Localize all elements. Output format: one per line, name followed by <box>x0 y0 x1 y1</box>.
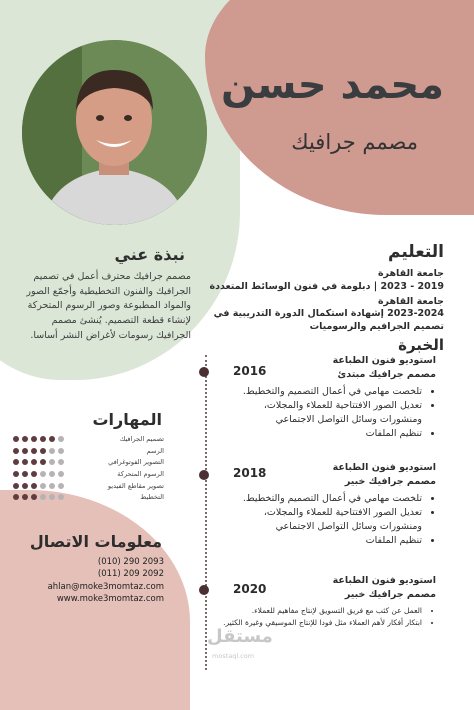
watermark-logo: مستقل <box>207 626 273 647</box>
skill-rating-dots <box>13 471 64 477</box>
timeline-dot <box>199 367 209 377</box>
rating-dot-filled <box>40 436 46 442</box>
person-portrait-icon <box>22 40 207 225</box>
timeline-year: 2018 <box>233 466 267 480</box>
skill-label: التصوير الفوتوغرافي <box>108 458 164 467</box>
rating-dot-filled <box>22 448 28 454</box>
experience-role: مصمم جرافيك خبير <box>344 476 436 488</box>
candidate-name: محمد حسن <box>221 62 444 108</box>
skill-label: تصميم الجرافيك <box>119 434 164 443</box>
skills-list <box>13 433 164 503</box>
rating-dot-empty <box>49 471 55 477</box>
education-detail: 2019 - 2023 | دبلومة في فنون الوسائط المتعددة <box>209 280 444 292</box>
experience-duties <box>221 605 436 629</box>
education-heading: التعليم <box>388 242 444 262</box>
education-org: جامعة القاهرة <box>377 295 444 307</box>
list-item: • تعديل الصور الافتتاحية للعملاء والمجلات، ومنشورات وسائل التواصل الاجتماعي <box>221 399 422 428</box>
rating-dot-empty <box>58 483 64 489</box>
list-item: • تلخصت مهامي في أعمال التصميم والتخطيط. <box>221 492 422 506</box>
rating-dot-empty <box>58 436 64 442</box>
skill-row <box>13 491 164 503</box>
experience-role: مصمم جرافيك مبتدئ <box>337 369 436 381</box>
timeline-line <box>205 355 207 670</box>
rating-dot-empty <box>40 471 46 477</box>
skill-row <box>13 456 164 468</box>
rating-dot-filled <box>22 471 28 477</box>
rating-dot-empty <box>40 494 46 500</box>
contact-heading: معلومات الاتصال <box>29 532 162 551</box>
education-detail: 2023-2024 إشهادة استكمال الدورة التدريبية في تصميم الجرافيم والرسوميات <box>213 308 444 333</box>
skill-row <box>13 468 164 480</box>
rating-dot-filled <box>13 494 19 500</box>
list-item: • تنظيم الملفات <box>221 534 422 548</box>
rating-dot-empty <box>49 448 55 454</box>
rating-dot-empty <box>58 459 64 465</box>
rating-dot-filled <box>31 448 37 454</box>
rating-dot-empty <box>40 483 46 489</box>
phone-1: (010) 290 2093 <box>97 557 164 567</box>
skill-rating-dots <box>13 459 64 465</box>
profile-photo <box>22 40 207 225</box>
experience-company: استوديو فنون الطباعة <box>332 575 436 586</box>
skill-label: التخطيط <box>140 493 164 502</box>
list-item: • ابتكار أفكار لأهم العملاء مثل فودا للإنتاج الموسيقي وغيرة الكثير. <box>221 617 422 629</box>
skill-rating-dots <box>13 483 64 489</box>
rating-dot-filled <box>22 459 28 465</box>
rating-dot-empty <box>58 471 64 477</box>
education-entry <box>209 296 444 334</box>
about-text: مصمم جرافيك محترف أعمل في تصميم الجرافيك والفنون التخطيطية وأجمّع الصور والمواد المطبوعة وصور الرسوم المتحركة لإنشاء قطعة التصميم. يُنشئ مصمم الجرافيك رسومات لأغراض النشر أساسا. <box>26 271 191 341</box>
skill-rating-dots <box>13 494 64 500</box>
list-item: • تعديل الصور الافتتاحية للعملاء والمجلات، ومنشورات وسائل التواصل الاجتماعي <box>221 506 422 535</box>
rating-dot-filled <box>13 436 19 442</box>
skill-label: الرسوم المتحركة <box>117 469 164 478</box>
education-org: جامعة القاهرة <box>377 268 444 279</box>
list-item: • تلخصت مهامي في أعمال التصميم والتخطيط. <box>221 385 422 399</box>
education-entry <box>209 268 444 294</box>
timeline-year: 2016 <box>233 364 267 378</box>
skill-label: الرسم <box>146 446 164 455</box>
rating-dot-filled <box>49 436 55 442</box>
rating-dot-filled <box>13 459 19 465</box>
experience-company: استوديو فنون الطباعة <box>332 355 436 366</box>
rating-dot-filled <box>40 448 46 454</box>
rating-dot-filled <box>22 483 28 489</box>
website-link[interactable]: www.moke3momtaz.com <box>56 593 164 604</box>
experience-duties <box>221 385 436 442</box>
timeline-dot <box>199 585 209 595</box>
experience-entry <box>221 574 436 629</box>
timeline-year: 2020 <box>233 582 267 596</box>
watermark-url: mostaql.com <box>212 652 255 660</box>
rating-dot-filled <box>22 436 28 442</box>
experience-entry <box>221 461 436 549</box>
rating-dot-filled <box>40 459 46 465</box>
rating-dot-filled <box>31 459 37 465</box>
email-link[interactable]: ahlan@moke3momtaz.com <box>47 581 164 592</box>
skill-rating-dots <box>13 448 64 454</box>
job-title: مصمم جرافيك <box>291 130 418 154</box>
rating-dot-filled <box>13 483 19 489</box>
rating-dot-empty <box>49 494 55 500</box>
rating-dot-filled <box>31 494 37 500</box>
contact-info <box>48 556 164 605</box>
rating-dot-empty <box>58 494 64 500</box>
rating-dot-filled <box>13 471 19 477</box>
list-item: • العمل عن كثب مع فريق التسويق لإنتاج مفاهيم للعملاء. <box>221 605 422 617</box>
rating-dot-empty <box>49 483 55 489</box>
experience-duties <box>221 492 436 549</box>
rating-dot-filled <box>31 471 37 477</box>
rating-dot-filled <box>22 494 28 500</box>
rating-dot-filled <box>13 448 19 454</box>
skill-row <box>13 433 164 445</box>
experience-role: مصمم جرافيك خبير <box>344 589 436 601</box>
about-heading: نبذة عني <box>114 245 185 264</box>
rating-dot-empty <box>49 459 55 465</box>
list-item: • تنظيم الملفات <box>221 427 422 441</box>
rating-dot-filled <box>31 483 37 489</box>
skill-row <box>13 445 164 457</box>
skills-heading: المهارات <box>92 410 162 429</box>
timeline-dot <box>199 470 209 480</box>
skill-row <box>13 480 164 492</box>
skill-rating-dots <box>13 436 64 442</box>
experience-heading: الخبرة <box>398 336 444 354</box>
skill-label: تصوير مقاطع الفيديو <box>107 481 164 490</box>
experience-entry <box>221 354 436 442</box>
rating-dot-empty <box>58 448 64 454</box>
education-list <box>209 268 444 334</box>
rating-dot-filled <box>31 436 37 442</box>
experience-company: استوديو فنون الطباعة <box>332 462 436 473</box>
phone-2: (011) 209 2092 <box>97 569 164 580</box>
